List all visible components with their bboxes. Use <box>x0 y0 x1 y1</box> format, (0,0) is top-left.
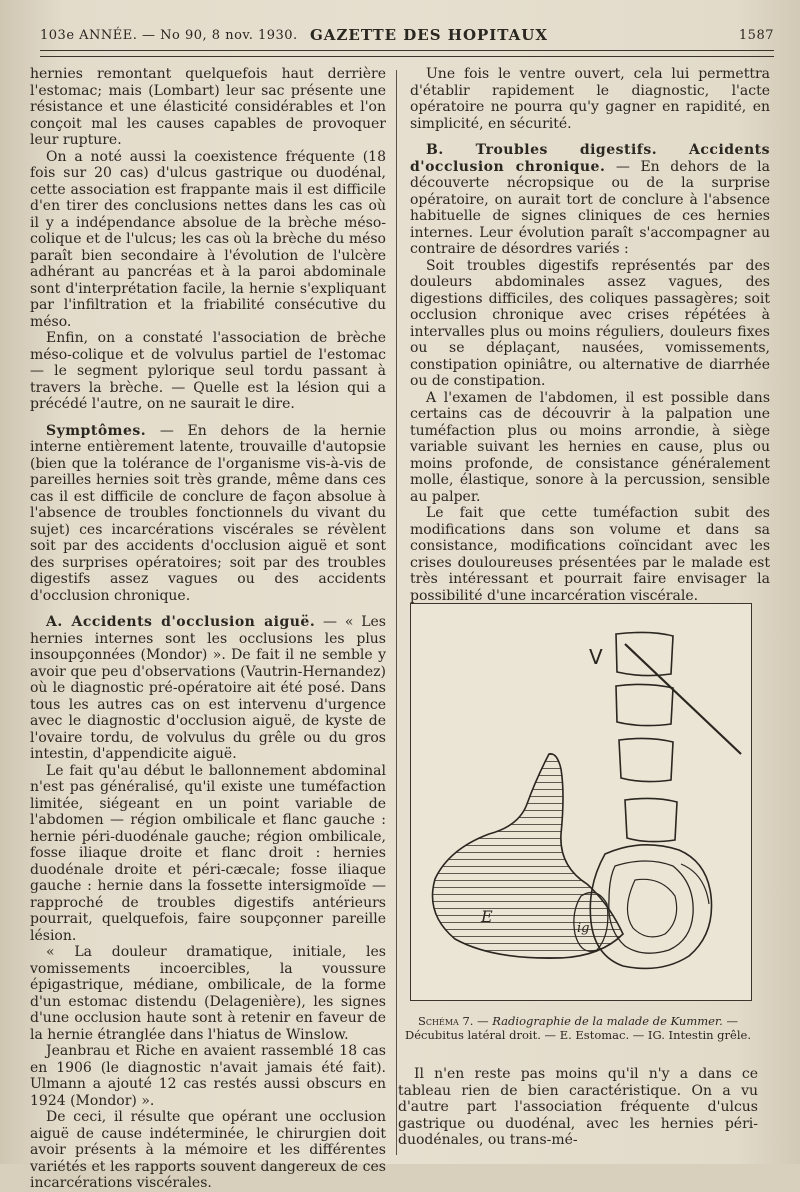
header-rule-thin <box>40 56 774 57</box>
heading-symptomes: Symptômes. <box>46 422 147 439</box>
header-issue-info: 103e ANNÉE. — No 90, 8 nov. 1930. <box>40 28 298 43</box>
right-column <box>410 66 770 604</box>
vertebra-4 <box>625 798 677 841</box>
heading-troubles-digestifs: B. Troubles digestifs. Accidents d'occlusion chronique. <box>410 142 770 175</box>
figure-label-ig: ig <box>577 921 590 936</box>
paragraph-volvulus: Enfin, on a constaté l'association de brèche méso-colique et de volvulus partiel de l'estomac — le segment pylorique seul tordu passant à travers la brèche. — Quelle est la lésion qui a précédé l'autre, on ne saurait le dire. <box>30 330 386 412</box>
caption-dash: — <box>477 1014 493 1028</box>
paragraph-douleur: « La douleur dramatique, initiale, les vomissements incoercibles, la voussure épigastrique, médiane, ombilicale, de la forme d'un estomac distendu (Delagenière), les signes d'une occlusion haute sont à retenir en faveur de la hernie étranglée dans l'hiatus de Winslow. <box>30 944 386 1043</box>
paragraph-jeanbrau: Jeanbrau et Riche en avaient rassemblé 18 cas en 1906 (le diagnostic n'avait jamais été fait). Ulmann a ajouté 12 cas restés aussi obscurs en 1924 (Mondor) ». <box>30 1043 386 1109</box>
radiograph-figure <box>410 603 752 1001</box>
text-troubles-digestifs: — En dehors de la découverte nécropsique ou de la surprise opératoire, on aurait tort de conclure à l'absence habituelle de signes cliniques de ces hernies internes. Leur évolution paraît s'accompagner au contraire de désordres variés : <box>410 158 770 257</box>
vertebra-1 <box>616 632 673 675</box>
text-symptomes: — En dehors de la hernie interne entièrement latente, trouvaille d'autopsie (bien que la tolérance de l'organisme vis-à-vis de pareilles hernies soit très grande, même dans ces cas il est difficile de conclure de façon absolue à l'absence de troubles fonctionnels du vivant du sujet) ces incarcérations viscérales se révèlent soit par des accidents d'occlusion aiguë et sont des surprises opératoires; soit par des troubles digestifs assez vagues ou des accidents d'occlusion chronique. <box>30 422 386 604</box>
column-divider <box>396 70 397 1155</box>
header-page-number: 1587 <box>738 28 774 43</box>
paragraph-ballonnement: Le fait qu'au début le ballonnement abdominal n'est pas généralisé, qu'il existe une tuméfaction limitée, siégeant en un point variable de l'abdomen — région ombilicale et flanc gauche : hernie péri-duodénale gauche; région ombilicale, fosse iliaque droite et flanc droit : hernies duodénale droite et péri-cæcale; fosse iliaque gauche : hernie dans la fossette intersigmoïde — rapproché de troubles digestifs antérieurs pourrait, quelquefois, faire soupçonner pareille lésion. <box>30 762 386 944</box>
vertebra-3 <box>619 738 673 781</box>
header-rule <box>40 50 774 51</box>
radiograph-drawing <box>411 604 751 1000</box>
page-header <box>40 22 774 46</box>
left-column <box>30 66 386 1192</box>
paragraph-troubles-digestifs <box>410 142 770 258</box>
header-journal-title: GAZETTE DES HOPITAUX <box>310 26 549 44</box>
stomach-shadow <box>433 754 624 958</box>
paragraph-ulcus: On a noté aussi la coexistence fréquente (18 fois sur 20 cas) d'ulcus gastrique ou duodénal, cette association est frappante mais il est difficile d'en tirer des conclusions nettes dans les cas où il y a indépendance absolue de la brèche méso-colique et de l'ulcus; les cas où la brèche du méso paraît bien secondaire à l'évolution de l'ulcère adhérant au pancréas et à la paroi abdominale sont d'interprétation facile, la hernie s'expliquant par l'infiltration et la friabilité consécutive du méso. <box>30 148 386 330</box>
text-occlusion-aigue: — « Les hernies internes sont les occlusions les plus insoupçonnées (Mondor) ». De fait il ne semble y avoir que peu d'observations (Vautrin-Hernandez) où le diagnostic pré-opératoire ait été posé. Dans tous les autres cas on est intervenu d'urgence avec le diagnostic d'occlusion aiguë, de kyste de l'ovaire tordu, de volvulus du grêle ou du gros intestin, d'appendicite aiguë. <box>30 614 386 762</box>
paragraph-conclusion: De ceci, il résulte que opérant une occlusion aiguë de cause indéterminée, le chirurgien doit avoir présents à la mémoire et les différentes variétés et les rapports souvent dangereux de ces incarcérations viscérales. <box>30 1109 386 1191</box>
paragraph-tumefaction: Le fait que cette tuméfaction subit des modifications dans son volume et dans sa consistance, modifications coïncidant avec les crises douloureuses présentées par le malade est très intéressant et pourrait faire envisager la possibilité d'une incarcération viscérale. <box>410 505 770 604</box>
right-column-bottom <box>398 1066 758 1149</box>
paragraph-tableau: Il n'en reste pas moins qu'il n'y a dans ce tableau rien de bien caractéristique. On a vu d'autre part l'association fréquente d'ulcus gastrique ou duodénal, avec les hernies péri-duodénales, ou trans-mé- <box>398 1066 758 1148</box>
figure-label-e: E <box>481 907 493 926</box>
diaphragm-line <box>625 644 741 754</box>
heading-occlusion-aigue: A. Accidents d'occlusion aiguë. <box>46 614 316 630</box>
caption-rest: — Décubitus latéral droit. — E. Estomac. — IG. Intestin grêle. <box>405 1014 751 1042</box>
paragraph-occlusion-aigue <box>30 614 386 763</box>
paragraph-examen: A l'examen de l'abdomen, il est possible dans certains cas de découvrir à la palpation une tuméfaction plus ou moins arrondie, à siège variable suivant les hernies en cause, plus ou moins profonde, de consistance généralement molle, élastique, sonore à la percussion, sensible au palper. <box>410 389 770 505</box>
vertebra-2 <box>616 684 673 725</box>
paragraph-soit-troubles: Soit troubles digestifs représentés par des douleurs abdominales assez vagues, des digestions difficiles, des coliques passagères; soit occlusion chronique avec crises répétées à intervalles plus ou moins réguliers, douleurs fixes ou se déplaçant, nausées, vomissements, constipation opiniâtre, ou alternative de diarrhée ou de constipation. <box>410 257 770 389</box>
caption-title: Radiographie de la malade de Kummer. <box>492 1014 723 1028</box>
caption-prefix: Schéma 7. <box>418 1014 474 1028</box>
figure-label-v: V <box>589 645 603 669</box>
paragraph-hernies: hernies remontant quelquefois haut derrière l'estomac; mais (Lombart) leur sac présente une résistance et une élasticité considérables et l'on conçoit mal les causes capables de provoquer leur rupture. <box>30 66 386 148</box>
paragraph-ventre-ouvert: Une fois le ventre ouvert, cela lui permettra d'établir rapidement le diagnostic, l'acte opératoire ne pourra qu'y gagner en rapidité, en simplicité, en sécurité. <box>410 66 770 132</box>
paragraph-symptomes <box>30 423 386 605</box>
figure-caption <box>398 1014 758 1042</box>
